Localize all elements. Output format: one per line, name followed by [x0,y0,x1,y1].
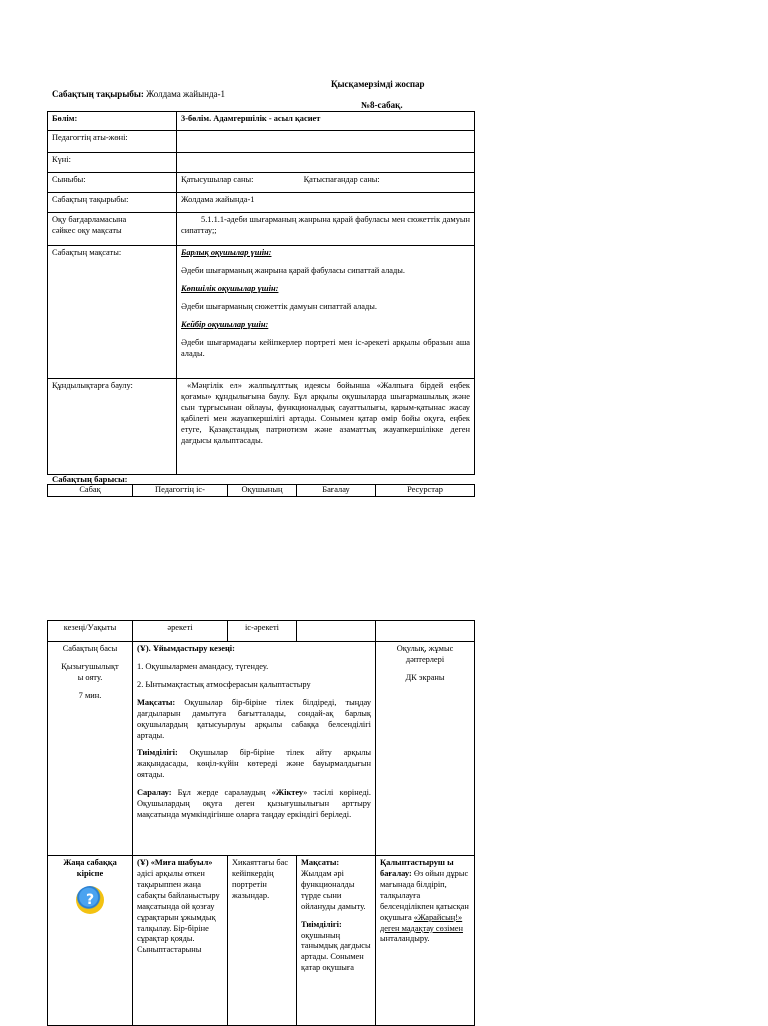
stage2-goal-label: Мақсаты: [301,858,340,867]
org-item1: 1. Оқушылармен амандасу, түгендеу. [137,661,269,671]
stage2-student: Хикаяттағы бас кейіпкердің портретін жазындар. [228,856,297,1026]
org-heading: (Ұ). Ұйымдастыру кезеңі: [137,644,235,653]
stage1-time: 7 мин. [78,690,102,700]
stage1-sub2: ы ояту. [77,672,103,682]
col-resources: Ресурстар [376,485,475,497]
lesson-aim-value [177,246,475,379]
col-stage: Сабақ [48,485,133,497]
goal-text: Оқушылар бір-біріне тілек білдіреді, тыңдау дағдыларын дамытуға бағытталады, сондай-ақ барлық оқушылардың қатысуырлуы арқылы сабаққа белсенділігі артады. [137,697,372,740]
stage2-cell [48,856,133,1026]
topic-value: Жолдама жайында-1 [146,89,226,99]
stage2-eff-label: Тиімділігі: [301,919,342,929]
date-label: Күні: [48,153,177,173]
progress-heading: Сабақтың барысы: [52,474,128,484]
attendance-cell [177,173,475,193]
assess-text-a: Өз ойын дұрыс мағынада білдіріп, талқылауға белсенділікпен қатысқан оқушыға [380,868,469,922]
diff-text-a: Бұл жерде саралаудың « [177,788,276,798]
goal-label: Мақсаты: [137,697,176,707]
stage2-teacher [133,856,228,1026]
stage2-name1: Жаңа сабаққа [63,858,117,867]
col-teacher: Педагогтің іс- [133,485,228,497]
values-label: Құндылықтарға баулу: [48,379,177,475]
stage1-cell [48,642,133,856]
col-assessment: Бағалау [297,485,376,497]
teacher-value [177,131,475,153]
org-item2: 2. Ынтымақтастық атмосферасын қалыптастыру [137,679,311,689]
topic-label-cell: Сабақтың тақырыбы: [48,193,177,213]
curriculum-goal-label: Оқу бағдарламасына сәйкес оқу мақсаты [48,213,177,246]
progress-header-table [47,484,475,497]
lesson-info-table [47,111,475,475]
all-students-text: Әдеби шығарманың жанрына қарай фабуласы сипаттай алады. [181,265,405,275]
diff-label: Саралау: [137,788,172,798]
assess-text-b: ынталандыру. [380,934,430,944]
stage1-resources [376,642,475,856]
lesson-number: №8-сабақ. [361,100,403,110]
present-label: Қатысушылар саны: [181,175,254,184]
stage1-sub1: Қызығушылықт [61,661,119,671]
values-text: «Мәңгілік ел» жалпыұлттық идеясы бойынша «Жалпыға бірдей еңбек қоғамы» құндылығына баулу. Бұл арқылы оқушыларда шығармашылық және сын тұрғысынан ойлауы, функционалдық сауаттылығы, қарым-қатынас жасау қабілеті мен жауапкершілігі артады. Сонымен қатар өмір бойы оқуға, еңбек етуге, Қазақстандық патриотизм және азаматтық жауапкершілікке деген дағдысы қалыптасады. [177,379,475,475]
section-value: 3-бөлім. Адамгершілік - асыл қасиет [177,112,475,131]
teacher-action-header: әрекеті [133,621,228,642]
stage1-content [133,642,376,856]
res-notebooks: дәптерлері [405,654,445,664]
assess-praise: «Жарайсың!» деген мадақтау сөзімен [380,912,463,933]
most-students-heading: Көпшілік оқушылар үшін: [181,283,279,293]
col-student: Оқушының [228,485,297,497]
diff-text-b: » тәсілі көрінеді. Оқушылардың оқуға деген қызығушылығын арттыру мақсатында мүмкіндігінше оларға таңдау еркіндігі беріледі. [137,788,372,820]
res-screen: ДК экраны [405,672,445,682]
diff-paragraph [137,788,371,821]
stage2-assessment [376,856,475,1026]
topic-label: Сабақтың тақырыбы: [52,89,144,99]
all-students-heading: Барлық оқушылар үшін: [181,248,272,257]
diff-bold: Жіктеу [275,788,304,798]
effect-paragraph [137,748,371,781]
stage1-name: Сабақтың басы [62,644,118,653]
lesson-aim-label: Сабақтың мақсаты: [48,246,177,379]
effect-text: Оқушылар бір-біріне тілек айту арқылы жақындасады, көңіл-күйін көтереді және бауырмалдығын оятады. [137,748,371,780]
section-label: Бөлім: [48,112,177,131]
absent-label: Қатыспағандар саны: [303,175,380,184]
most-students-text: Әдеби шығарманың сюжеттік дамуын сипаттай алады. [181,301,377,311]
some-students-text: Әдеби шығармадағы кейіпкерлер портреті мен іс-әрекеті арқылы образын аша алады. [181,337,470,358]
plan-title: Қысқамерзімді жоспар [331,79,425,89]
some-students-heading: Кейбір оқушылар үшін: [181,319,269,329]
stage2-goal-text: Жылдам әрі функционалды түрде сыни ойлануды дамыту. [301,868,366,911]
brainstorm-heading: (Ұ) «Миға шабуыл» [137,858,213,867]
assessment-header [297,621,376,642]
stage2-eff-text: оқушының танымдық дағдысы артады. Сонымен қатар оқушыға [301,930,371,973]
topic-value-cell: Жолдама жайында-1 [177,193,475,213]
stage2-goal [297,856,376,1026]
assess-label: Қалыптастыруш ы бағалау: [380,858,454,878]
teacher-label: Педагогтің аты-жөні: [48,131,177,153]
brainstorm-text: әдісі арқылы өткен тақырыппен жаңа сабақты байланыстыру мақсатында ой қозғау сұрақтарын ұжымдық талқылау. Бір-біріне сұрақтар қояды. Сыныптастарыны [137,868,220,955]
question-icon: ? [76,886,104,914]
topic-line [52,89,225,99]
stage2-name2: кіріспе [76,868,104,878]
student-action-header: іс-әрекеті [228,621,297,642]
class-label: Сыныбы: [48,173,177,193]
curriculum-goal-value: 5.1.1.1-әдеби шығарманың жанрына қарай фабуласы мен сюжеттік дамуын сипаттау;; [177,213,475,246]
date-value [177,153,475,173]
stage-time-header: кезеңі/Уақыты [48,621,133,642]
effect-label: Тиімділігі: [137,748,178,758]
goal-paragraph [137,698,371,742]
res-textbook: Оқулық, жұмыс [396,644,454,653]
resources-header [376,621,475,642]
lesson-progress-table [47,620,475,1026]
